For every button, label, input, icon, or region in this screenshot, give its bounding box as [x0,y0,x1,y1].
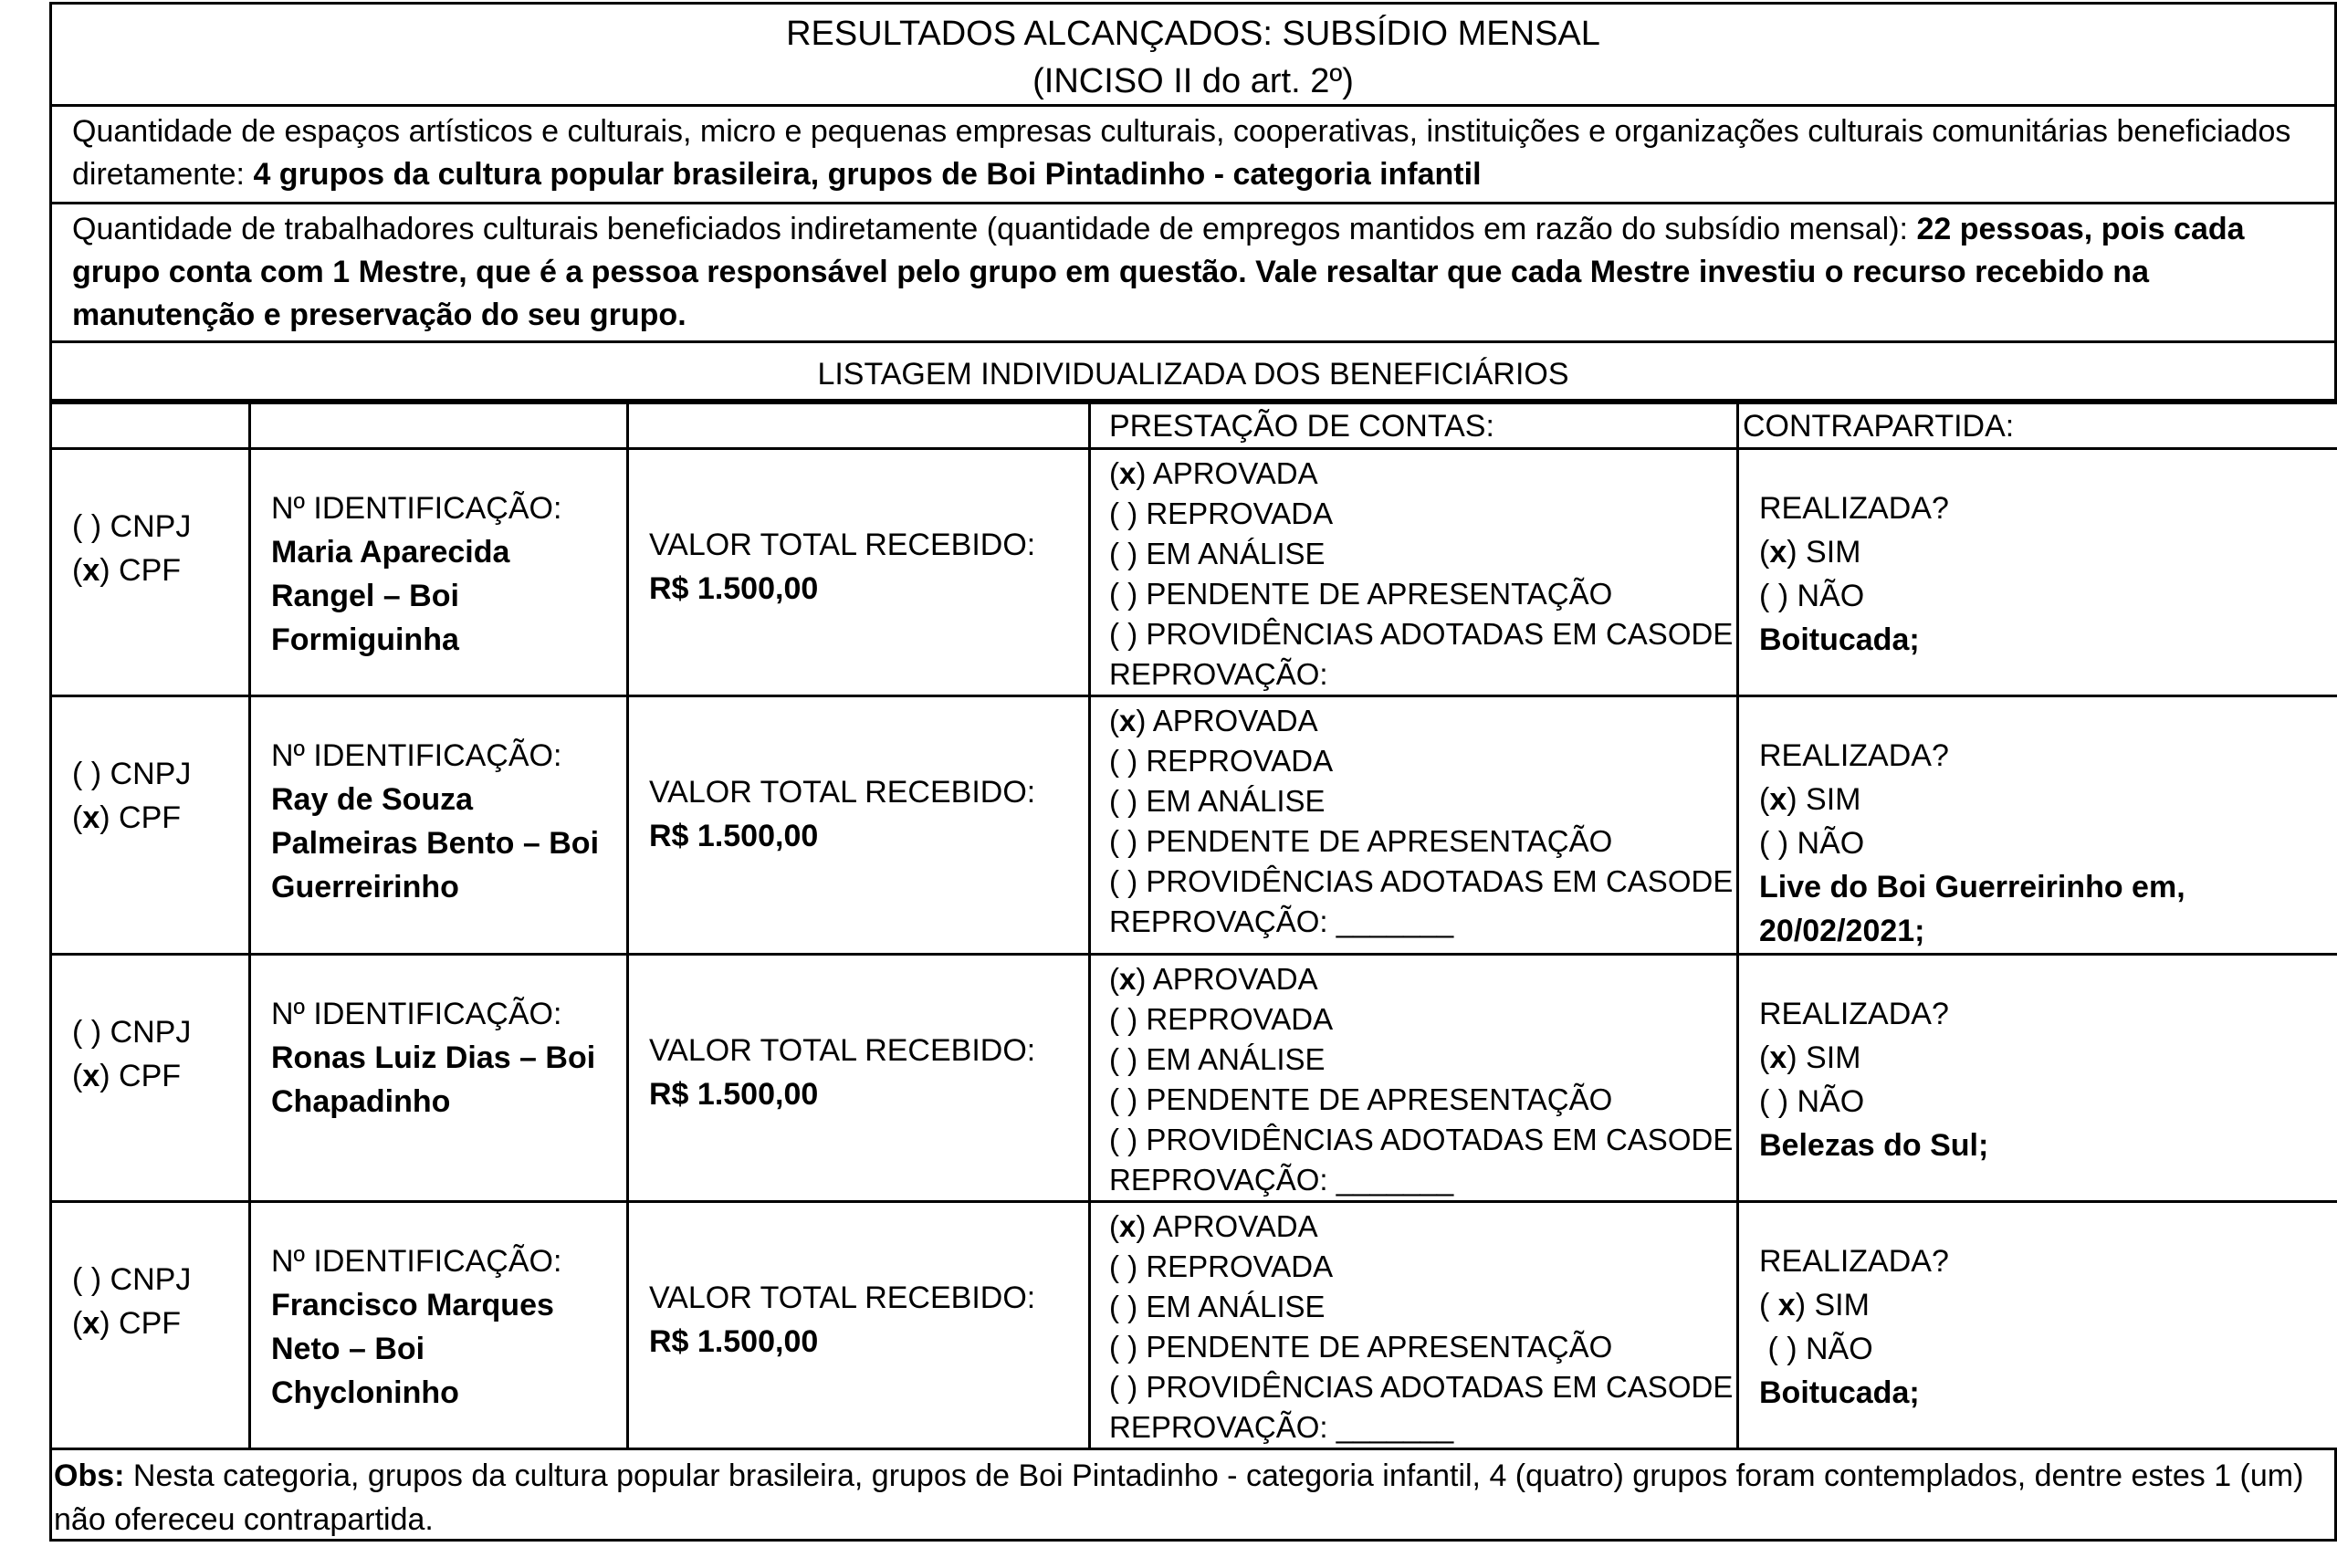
yes-option: (x) SIM [1759,782,1861,817]
direct-text: Quantidade de espaços artísticos e culturais, micro e pequenas empresas culturais, cooperativas, instituições e organizações culturais comunitárias beneficiados diretamente: [72,114,2291,192]
yes-option: (x) SIM [1759,535,1861,570]
identification-label: Nº IDENTIFICAÇÃO: [271,738,562,773]
rejected-option: ( ) REPROVADA [1109,1249,1334,1283]
contrapartida-description-line: Boitucada; [1759,622,1920,657]
no-option: ( ) NÃO [1759,1332,1873,1366]
contrapartida-description-line: 20/02/2021; [1759,914,1925,948]
yes-check-mark: x [1769,1040,1787,1075]
document-header [49,2,2337,107]
cpf-check-mark: x [82,1306,100,1341]
identification-label: Nº IDENTIFICAÇÃO: [271,997,562,1031]
beneficiary-name-line: Maria Aparecida [271,535,510,570]
cnpj-option: ( ) CNPJ [72,509,192,544]
obs-label: Obs: [54,1458,125,1493]
measures-option: ( ) PROVIDÊNCIAS ADOTADAS EM CASODE [1109,1123,1734,1156]
under-analysis-option: ( ) EM ANÁLISE [1109,1290,1326,1323]
under-analysis-option: ( ) EM ANÁLISE [1109,1042,1326,1076]
header-cell-prestacao: PRESTAÇÃO DE CONTAS: [1090,403,1738,449]
header-cell-valor [628,403,1090,449]
identification-cell [250,1202,628,1449]
no-option: ( ) NÃO [1759,579,1865,613]
approved-option: (x) APROVADA [1109,704,1318,737]
rejection-line: REPROVAÇÃO: [1109,657,1328,691]
cpf-option: (x) CPF [72,1059,182,1093]
under-analysis-option: ( ) EM ANÁLISE [1109,784,1326,818]
approved-check-mark: x [1119,962,1137,996]
rejected-option: ( ) REPROVADA [1109,497,1334,530]
pending-option: ( ) PENDENTE DE APRESENTAÇÃO [1109,1082,1613,1116]
table-row [51,955,2337,1202]
approved-option: (x) APROVADA [1109,456,1318,490]
observation-note [49,1450,2337,1542]
direct-bold: 4 grupos da cultura popular brasileira, grupos de Boi Pintadinho - categoria infantil [253,157,1482,192]
amount-cell [628,696,1090,955]
approved-option: (x) APROVADA [1109,1209,1318,1243]
cnpj-option: ( ) CNPJ [72,757,192,791]
amount-label: VALOR TOTAL RECEBIDO: [649,528,1036,562]
realized-label: REALIZADA? [1759,491,1949,526]
counterpart-cell [1738,955,2337,1202]
beneficiaries-table [49,402,2337,1450]
amount-label: VALOR TOTAL RECEBIDO: [649,1281,1036,1315]
beneficiary-name-line: Chapadinho [271,1084,451,1119]
beneficiary-name-line: Chycloninho [271,1375,459,1410]
accountability-cell [1090,696,1738,955]
contrapartida-description-line: Live do Boi Guerreirinho em, [1759,870,2185,904]
header-cell-doc [51,403,250,449]
indirect-text: Quantidade de trabalhadores culturais beneficiados indiretamente (quantidade de empregos mantidos em razão do subsídio mensal): [72,212,1917,246]
cnpj-option: ( ) CNPJ [72,1015,192,1050]
list-title: LISTAGEM INDIVIDUALIZADA DOS BENEFICIÁRIOS [49,343,2337,402]
cpf-option: (x) CPF [72,1306,182,1341]
rejection-line: REPROVAÇÃO: _______ [1109,1163,1454,1197]
header-cell-contrapartida: CONTRAPARTIDA: [1738,403,2337,449]
rejected-option: ( ) REPROVADA [1109,1002,1334,1036]
approved-check-mark: x [1119,704,1137,737]
indirect-beneficiaries-paragraph [49,204,2337,343]
counterpart-cell [1738,696,2337,955]
indirect-bold: 22 pessoas, pois cada grupo conta com 1 Mestre, que é a pessoa responsável pelo grupo em questão. Vale resaltar que cada Mestre investiu o recurso recebido na manutenção e preservação do seu grupo. [72,212,2245,332]
measures-option: ( ) PROVIDÊNCIAS ADOTADAS EM CASODE [1109,617,1734,651]
beneficiary-name-line: Francisco Marques [271,1288,554,1322]
beneficiary-name-line: Neto – Boi [271,1332,425,1366]
identification-cell [250,696,628,955]
cpf-check-mark: x [82,1059,100,1093]
document-type-cell [51,1202,250,1449]
pending-option: ( ) PENDENTE DE APRESENTAÇÃO [1109,824,1613,858]
beneficiary-name-line: Ronas Luiz Dias – Boi [271,1040,596,1075]
realized-label: REALIZADA? [1759,1244,1949,1279]
yes-check-mark: x [1769,782,1787,817]
amount-cell [628,955,1090,1202]
beneficiary-name-line: Rangel – Boi [271,579,459,613]
pending-option: ( ) PENDENTE DE APRESENTAÇÃO [1109,577,1613,611]
amount-value: R$ 1.500,00 [649,1324,819,1359]
obs-text: Nesta categoria, grupos da cultura popular brasileira, grupos de Boi Pintadinho - categoria infantil, 4 (quatro) grupos foram contemplados, dentre estes 1 (um) não ofereceu contrapartida. [54,1458,2304,1537]
beneficiary-name-line: Palmeiras Bento – Boi [271,826,600,861]
rejected-option: ( ) REPROVADA [1109,744,1334,778]
header-subtitle: (INCISO II do art. 2º) [1032,62,1354,100]
yes-check-mark: x [1769,535,1787,570]
counterpart-cell [1738,1202,2337,1449]
cpf-option: (x) CPF [72,553,182,588]
approved-check-mark: x [1119,1209,1137,1243]
identification-label: Nº IDENTIFICAÇÃO: [271,491,562,526]
identification-label: Nº IDENTIFICAÇÃO: [271,1244,562,1279]
accountability-cell [1090,955,1738,1202]
header-cell-id [250,403,628,449]
document-type-cell [51,955,250,1202]
accountability-cell [1090,449,1738,696]
amount-value: R$ 1.500,00 [649,1077,819,1112]
realized-label: REALIZADA? [1759,997,1949,1031]
cpf-check-mark: x [82,800,100,835]
yes-option: ( x) SIM [1759,1288,1870,1322]
amount-value: R$ 1.500,00 [649,819,819,853]
direct-beneficiaries-paragraph [49,107,2337,204]
document-type-cell [51,449,250,696]
no-option: ( ) NÃO [1759,826,1865,861]
table-row [51,696,2337,955]
contrapartida-description-line: Boitucada; [1759,1375,1920,1410]
yes-option: (x) SIM [1759,1040,1861,1075]
pending-option: ( ) PENDENTE DE APRESENTAÇÃO [1109,1330,1613,1364]
cpf-check-mark: x [82,553,100,588]
approved-check-mark: x [1119,456,1137,490]
measures-option: ( ) PROVIDÊNCIAS ADOTADAS EM CASODE [1109,864,1734,898]
amount-cell [628,1202,1090,1449]
amount-value: R$ 1.500,00 [649,571,819,606]
header-title: RESULTADOS ALCANÇADOS: SUBSÍDIO MENSAL [786,15,1600,53]
beneficiary-name-line: Guerreirinho [271,870,459,904]
amount-label: VALOR TOTAL RECEBIDO: [649,1033,1036,1068]
table-header-row [51,403,2337,449]
yes-check-mark: x [1777,1288,1796,1322]
identification-cell [250,449,628,696]
rejection-line: REPROVAÇÃO: _______ [1109,1410,1454,1444]
rejection-line: REPROVAÇÃO: _______ [1109,904,1454,938]
measures-option: ( ) PROVIDÊNCIAS ADOTADAS EM CASODE [1109,1370,1734,1404]
accountability-cell [1090,1202,1738,1449]
under-analysis-option: ( ) EM ANÁLISE [1109,537,1326,570]
beneficiary-name-line: Ray de Souza [271,782,474,817]
counterpart-cell [1738,449,2337,696]
results-document [49,2,2337,1542]
table-row [51,1202,2337,1449]
cnpj-option: ( ) CNPJ [72,1262,192,1297]
cpf-option: (x) CPF [72,800,182,835]
amount-label: VALOR TOTAL RECEBIDO: [649,775,1036,810]
no-option: ( ) NÃO [1759,1084,1865,1119]
identification-cell [250,955,628,1202]
document-type-cell [51,696,250,955]
contrapartida-description-line: Belezas do Sul; [1759,1128,1989,1163]
realized-label: REALIZADA? [1759,738,1949,773]
beneficiary-name-line: Formiguinha [271,622,459,657]
amount-cell [628,449,1090,696]
table-row [51,449,2337,696]
approved-option: (x) APROVADA [1109,962,1318,996]
